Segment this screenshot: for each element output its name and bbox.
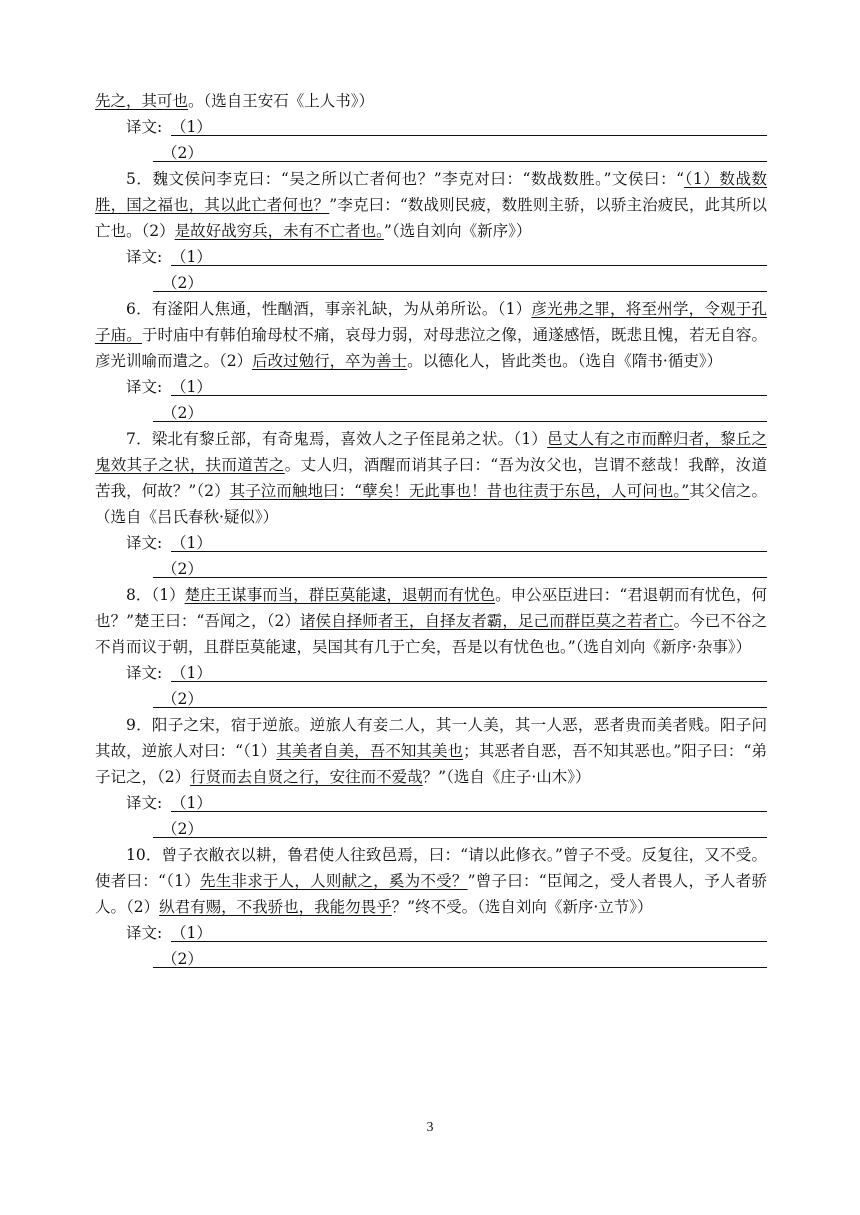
blank-number-2: （2） xyxy=(162,690,203,708)
passage-text: 8．（1） xyxy=(126,586,185,604)
passage-5 xyxy=(95,166,767,244)
answer-blank-2[interactable] xyxy=(153,707,767,708)
underlined-sentence: 彦光弗之罪，将至州学，令观于孔子庙。 xyxy=(95,300,767,344)
blank-number-1: （1） xyxy=(171,794,212,812)
underlined-sentence: 其子泣而触地曰：“孽矣！无此事也！昔也往责于东邑，人可问也。” xyxy=(229,482,690,500)
answer-blank-2[interactable] xyxy=(153,161,767,162)
passage-7 xyxy=(95,426,767,530)
translation-label: 译文: xyxy=(126,534,163,552)
passage-text: 。申公巫臣进曰：“君退朝而有忧色，何也？”楚王曰：“吾闻之，（2） xyxy=(95,586,767,630)
underlined-sentence: 先之，其可也 xyxy=(95,92,189,110)
answer-blank-1[interactable] xyxy=(171,681,767,682)
blank-number-1: （1） xyxy=(171,248,212,266)
answer-blank-1[interactable] xyxy=(171,135,767,136)
passage-text: 5．魏文侯问李克曰：“吴之所以亡者何也？”李克对曰：“数战数胜。”文侯曰：“ xyxy=(126,170,685,188)
answer-blank-2[interactable] xyxy=(153,577,767,578)
blank-number-2: （2） xyxy=(162,820,203,838)
passage-text: 6．有滏阳人焦通，性酗酒，事亲礼缺，为从弟所讼。（1） xyxy=(126,300,532,318)
underlined-sentence: 行贤而去自贤之行，安往而不爱哉 xyxy=(190,768,423,786)
underlined-sentence: 楚庄王谋事而当，群臣莫能逮，退朝而有忧色 xyxy=(184,586,496,604)
translation-line-2[interactable] xyxy=(95,946,767,972)
passage-9 xyxy=(95,712,767,790)
translation-label: 译文: xyxy=(126,118,163,136)
blank-number-1: （1） xyxy=(171,924,212,942)
passage-text: 。以德化人，皆此类也。（选自《隋书·循吏》） xyxy=(407,352,723,370)
blank-number-2: （2） xyxy=(162,950,203,968)
underlined-sentence: （1）数战数胜，国之福也，其以此亡者何也？ xyxy=(95,170,767,214)
passage-text: 。（选自王安石《上人书》） xyxy=(188,92,375,110)
translation-line-2[interactable] xyxy=(95,556,767,582)
answer-blank-1[interactable] xyxy=(171,265,767,266)
underlined-sentence: 纵君有赐，不我骄也，我能勿畏乎 xyxy=(159,898,392,916)
blank-number-2: （2） xyxy=(162,144,203,162)
blank-number-1: （1） xyxy=(171,534,212,552)
translation-line-1[interactable] xyxy=(95,114,767,140)
passage-text: ”曾子曰：“臣闻之，受人者畏人，予人者骄人。（2） xyxy=(95,872,767,916)
passage-10 xyxy=(95,842,767,920)
blank-number-2: （2） xyxy=(162,560,203,578)
passage-text: 。今已不谷之不肖而议于朝，且群臣莫能逮，吴国其有几于亡矣，吾是以有忧色也。”（选自刘向《新序·杂事》） xyxy=(95,612,767,656)
page-number: 3 xyxy=(426,1120,434,1135)
underlined-sentence: 诸侯自择师者王，自择友者霸，足己而群臣莫之若者亡 xyxy=(299,612,674,630)
passage-text: ？”（选自《庄子·山木》） xyxy=(422,768,591,786)
passage-text: ？”终不受。（选自刘向《新序·立节》） xyxy=(391,898,653,916)
answer-blank-2[interactable] xyxy=(153,421,767,422)
translation-line-1[interactable] xyxy=(95,530,767,556)
blank-number-2: （2） xyxy=(162,274,203,292)
answer-blank-1[interactable] xyxy=(171,395,767,396)
translation-line-2[interactable] xyxy=(95,270,767,296)
passage-text: 7．梁北有黎丘部，有奇鬼焉，喜效人之子侄昆弟之状。（1） xyxy=(126,430,548,448)
translation-line-2[interactable] xyxy=(95,686,767,712)
blank-number-2: （2） xyxy=(162,404,203,422)
passage-text: ”李克曰：“数战则民疲，数胜则主骄，以骄主治疲民，此其所以亡也。（2） xyxy=(95,196,767,240)
translation-line-1[interactable] xyxy=(95,374,767,400)
translation-label: 译文: xyxy=(126,794,163,812)
passage-text: ”（选自刘向《新序》） xyxy=(383,222,532,240)
passage-text: 于时庙中有韩伯瑜母杖不痛，哀母力弱，对母悲泣之像，通遂感悟，既悲且愧，若无自容。彦光训喻而遣之。（2） xyxy=(95,326,767,370)
passage-text: ；其恶者自恶，吾不知其恶也。”阳子曰：“弟子记之，（2） xyxy=(95,742,767,786)
translation-line-2[interactable] xyxy=(95,400,767,426)
passage-text: 9．阳子之宋，宿于逆旅。逆旅人有妾二人，其一人美，其一人恶，恶者贵而美者贱。阳子问其故，逆旅人对曰：“（1） xyxy=(95,716,767,760)
translation-label: 译文: xyxy=(126,924,163,942)
blank-number-1: （1） xyxy=(171,118,212,136)
translation-line-2[interactable] xyxy=(95,816,767,842)
passage-8 xyxy=(95,582,767,660)
passage-4-tail xyxy=(95,88,767,114)
underlined-sentence: 其美者自美，吾不知其美也 xyxy=(276,742,464,760)
passage-6 xyxy=(95,296,767,374)
translation-label: 译文: xyxy=(126,248,163,266)
translation-line-1[interactable] xyxy=(95,660,767,686)
passage-text: 10．曾子衣敝衣以耕，鲁君使人往致邑焉，曰：“请以此修衣。”曾子不受。反复往，又不受。使者曰：“（1） xyxy=(95,846,767,890)
underlined-sentence: 先生非求于人，人则献之，奚为不受？ xyxy=(199,872,468,890)
answer-blank-1[interactable] xyxy=(171,811,767,812)
translation-line-1[interactable] xyxy=(95,244,767,270)
underlined-sentence: 后改过勉行，卒为善士 xyxy=(252,352,408,370)
translation-line-1[interactable] xyxy=(95,920,767,946)
answer-blank-1[interactable] xyxy=(171,551,767,552)
answer-blank-2[interactable] xyxy=(153,967,767,968)
underlined-sentence: 是故好战穷兵，未有不亡者也。 xyxy=(174,222,384,240)
answer-blank-2[interactable] xyxy=(153,291,767,292)
answer-blank-2[interactable] xyxy=(153,837,767,838)
translation-line-2[interactable] xyxy=(95,140,767,166)
translation-line-1[interactable] xyxy=(95,790,767,816)
blank-number-1: （1） xyxy=(171,664,212,682)
translation-label: 译文: xyxy=(126,664,163,682)
document-body xyxy=(95,88,767,972)
passage-text: 其父信之。（选自《吕氏春秋·疑似》） xyxy=(95,482,767,526)
translation-label: 译文: xyxy=(126,378,163,396)
answer-blank-1[interactable] xyxy=(171,941,767,942)
passage-text: 。丈人归，酒醒而诮其子曰：“吾为汝父也，岂谓不慈哉！我醉，汝道苦我，何故？”（2） xyxy=(95,456,767,500)
blank-number-1: （1） xyxy=(171,378,212,396)
underlined-sentence: 邑丈人有之市而醉归者，黎丘之鬼效其子之状，扶而道苦之 xyxy=(95,430,767,474)
